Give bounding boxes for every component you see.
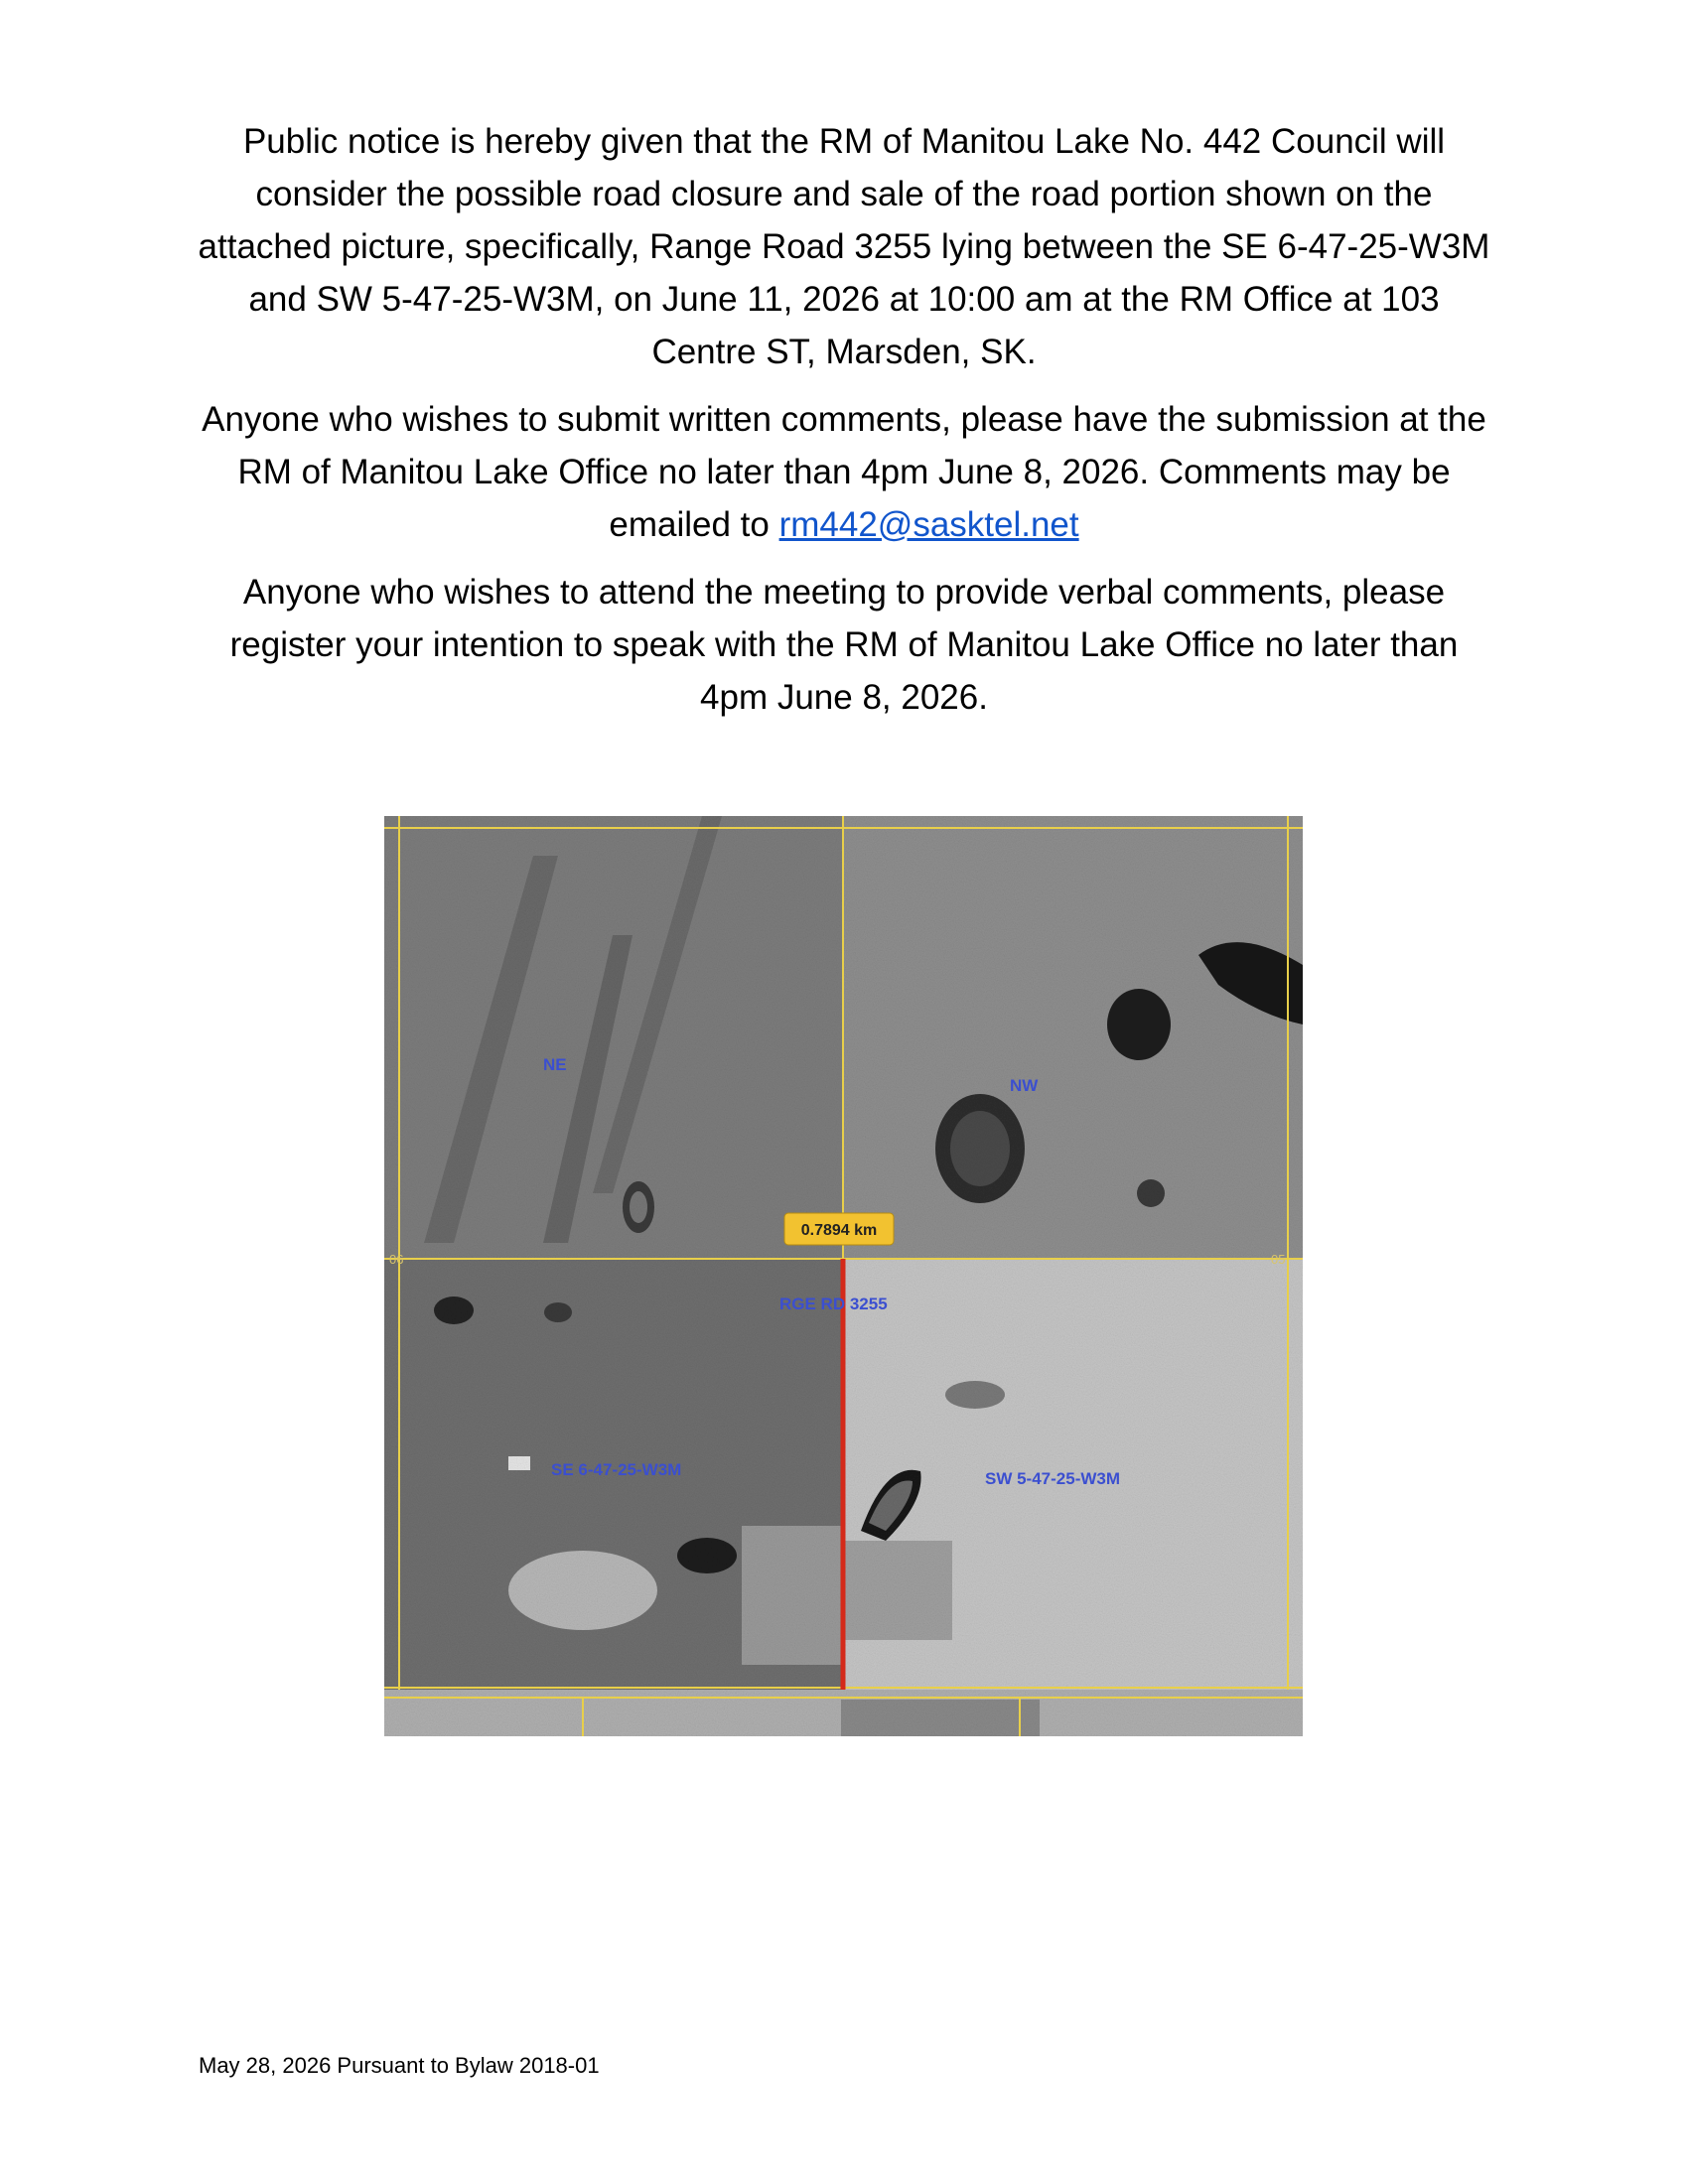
label-sw: SW 5-47-25-W3M xyxy=(985,1469,1121,1488)
label-se: SE 6-47-25-W3M xyxy=(551,1460,682,1479)
notice-paragraph-2 xyxy=(194,393,1494,551)
measurement-badge xyxy=(784,1213,894,1245)
public-notice xyxy=(194,115,1494,739)
label-nw: NW xyxy=(1010,1076,1039,1095)
label-ne: NE xyxy=(543,1055,567,1074)
notice-paragraph-1: Public notice is hereby given that the RM of Manitou Lake No. 442 Council will consider the possible road closure and sale of the road portion shown on the attached picture, specifically, Range Road 3255 lying between the SE 6-47-25-W3M and SW 5-47-25-W3M, on June 11, 2026 at 10:00 am at the RM Office at 103 Centre ST, Marsden, SK. xyxy=(198,122,1490,371)
aerial-map-image xyxy=(384,816,1303,1736)
notice-paragraph-3: Anyone who wishes to attend the meeting to provide verbal comments, please register your intention to speak with the RM of Manitou Lake Office no later than 4pm June 8, 2026. xyxy=(229,573,1459,717)
notice-paragraph-2-text: Anyone who wishes to submit written comments, please have the submission at the RM of Manitou Lake Office no later than 4pm June 8, 2026. Comments may be emailed to xyxy=(202,400,1486,544)
footer-text: May 28, 2026 Pursuant to Bylaw 2018-01 xyxy=(199,2053,600,2078)
grid-number-right: 05 xyxy=(1271,1252,1286,1267)
map-svg xyxy=(384,816,1303,1736)
grid-number-left: 06 xyxy=(389,1252,404,1267)
label-road: RGE RD 3255 xyxy=(779,1295,888,1313)
measurement-label: 0.7894 km xyxy=(800,1222,878,1239)
email-link[interactable]: rm442@sasktel.net xyxy=(778,505,1079,544)
